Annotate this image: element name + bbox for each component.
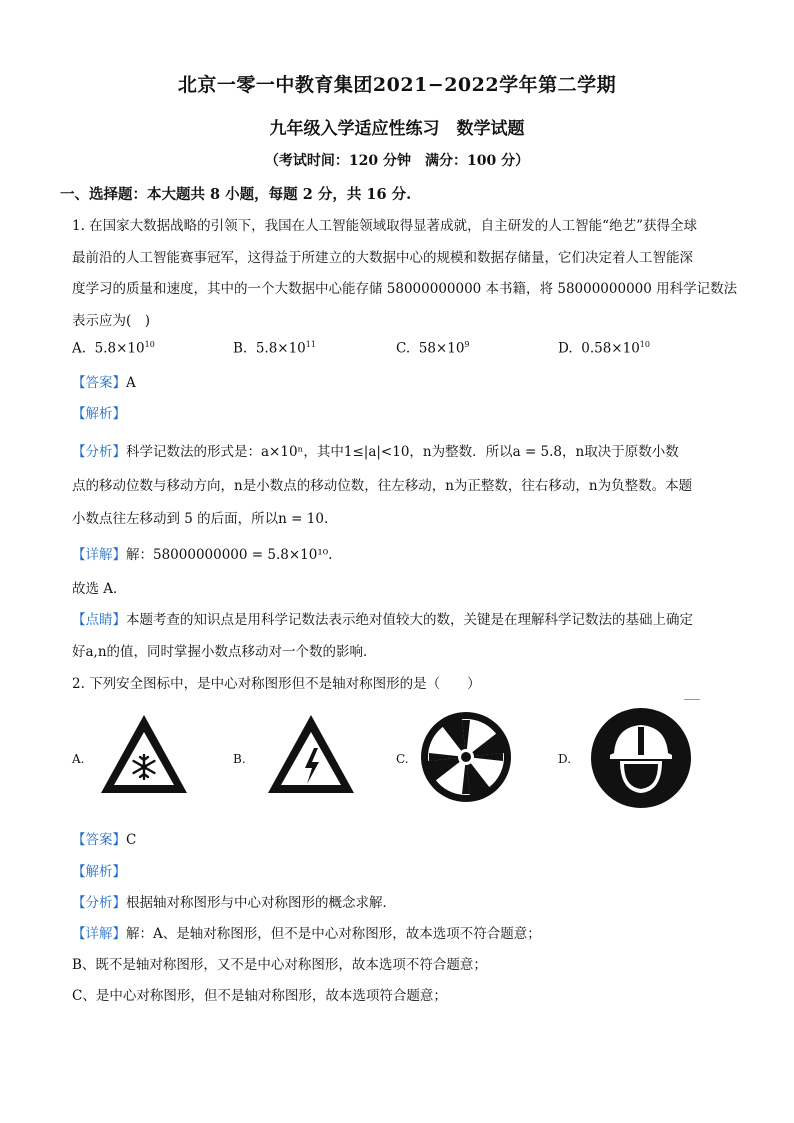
warning-triangle-lightning-icon: [265, 712, 357, 796]
fenxi-tag: 【分析】: [72, 895, 126, 911]
circle-fan-icon: [420, 711, 512, 803]
q1-stem-line: 度学习的质量和速度，其中的一个大数据中心能存储 58000000000 本书籍，将 58000000000 用科学记数法: [72, 281, 738, 297]
detail-tag: 【详解】: [72, 926, 126, 942]
option-base: 5.8×10: [94, 340, 145, 357]
answer-tag: 【答案】: [72, 375, 126, 391]
option-exp: 10: [639, 340, 650, 349]
section-heading: 一、选择题：本大题共 8 小题，每题 2 分，共 16 分.: [60, 186, 412, 203]
option-exp: 10: [144, 340, 155, 349]
fenxi-text: 科学记数法的形式是：a×10ⁿ，其中1≤|a|<10，n为整数．所以a = 5.8，n取决于原数小数: [126, 444, 679, 460]
option-exp: 11: [305, 340, 316, 349]
answer-value: A: [126, 375, 136, 391]
option-label: C.: [396, 340, 411, 357]
exam-info: （考试时间：120 分钟 满分：100 分）: [264, 153, 530, 169]
point-text: 本题考查的知识点是用科学记数法表示绝对值较大的数，关键是在理解科学记数法的基础上确定: [126, 612, 693, 628]
q2-analysis-tag: 【解析】: [72, 864, 126, 880]
q1-fenxi-line: 点的移动位数与移动方向，n是小数点的移动位数，往左移动，n为正整数，往右移动，n为负整数。本题: [72, 478, 693, 494]
q2-figure-d-label: D.: [558, 752, 572, 766]
q1-option-a: [72, 340, 155, 357]
fenxi-text: 根据轴对称图形与中心对称图形的概念求解．: [126, 895, 396, 911]
warning-triangle-snowflake-icon: [98, 712, 190, 796]
q2-answer: [72, 828, 136, 848]
option-exp: 9: [464, 340, 470, 349]
q1-answer: [72, 371, 136, 391]
q2-figure-c-label: C.: [396, 752, 409, 766]
option-label: B.: [233, 340, 248, 357]
answer-tag: 【答案】: [72, 832, 126, 848]
option-label: A.: [72, 340, 87, 357]
q2-detail-line: C、是中心对称图形，但不是轴对称图形，故本选项符合题意；: [72, 988, 447, 1004]
q1-detail: [72, 543, 332, 563]
q1-stem-line: 1. 在国家大数据战略的引领下，我国在人工智能领域取得显著成就，自主研发的人工智能“绝艺”获得全球: [72, 218, 697, 234]
q2-figure-a-label: A.: [72, 752, 85, 766]
q1-analysis-tag: 【解析】: [72, 406, 126, 422]
q2-figure-b-label: B.: [233, 752, 246, 766]
q1-point: [72, 608, 693, 628]
page-subtitle: 九年级入学适应性练习 数学试题: [269, 119, 525, 139]
answer-value: C: [126, 832, 137, 848]
q2-fenxi: [72, 891, 396, 911]
q1-conclusion: 故选 A．: [72, 581, 127, 597]
circle-helmet-icon: [590, 707, 692, 809]
option-base: 0.58×10: [581, 340, 640, 357]
detail-text: 解：A、是轴对称图形，但不是中心对称图形，故本选项不符合题意；: [126, 926, 541, 942]
q2-stem: 2. 下列安全图标中，是中心对称图形但不是轴对称图形的是（ ）: [72, 676, 481, 692]
q1-fenxi-line: 小数点往左移动到 5 的后面，所以n = 10.: [72, 511, 329, 527]
option-label: D.: [558, 340, 573, 357]
q2-detail: [72, 922, 541, 942]
q1-fenxi: [72, 440, 679, 460]
page-title: 北京一零一中教育集团2021−2022学年第二学期: [177, 74, 617, 96]
q1-option-d: [558, 340, 650, 357]
divider-mark: [684, 699, 700, 700]
option-base: 5.8×10: [255, 340, 306, 357]
option-base: 58×10: [418, 340, 465, 357]
point-tag: 【点睛】: [72, 612, 126, 628]
q1-option-b: [233, 340, 316, 357]
detail-text: 解：58000000000 = 5.8×10¹⁰.: [126, 547, 333, 563]
fenxi-tag: 【分析】: [72, 444, 126, 460]
q1-stem-line: 表示应为( ): [72, 313, 151, 329]
q2-detail-line: B、既不是轴对称图形，又不是中心对称图形，故本选项不符合题意；: [72, 957, 487, 973]
detail-tag: 【详解】: [72, 547, 126, 563]
q1-point-line: 好a,n的值，同时掌握小数点移动对一个数的影响．: [72, 644, 377, 660]
q1-option-c: [396, 340, 470, 357]
q1-stem-line: 最前沿的人工智能赛事冠军，这得益于所建立的大数据中心的规模和数据存储量，它们决定着人工智能深: [72, 250, 693, 266]
